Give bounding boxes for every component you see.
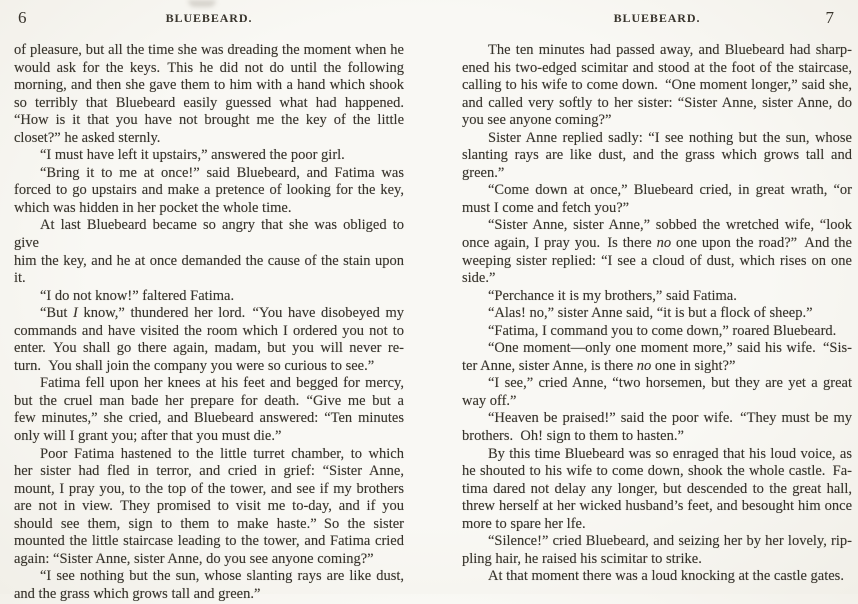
italic-word: I: [73, 305, 78, 322]
page-7: [462, 0, 852, 586]
text-line: “Perchance it is my brothers,” said Fatima.: [488, 287, 737, 304]
text-line: Poor Fatima hastened to the little turret chamber, to which: [40, 445, 404, 462]
text-line: slanting rays are like dust, and the grass which grows tall and: [462, 147, 852, 164]
text-line: would ask for the keys. This he did not do until the following: [14, 59, 404, 76]
text-line: of pleasure, but all the time she was dreading the moment when he: [14, 42, 404, 58]
text-line: side.”: [462, 270, 496, 287]
text-line: mount, I pray you, to the top of the tower, and see if my brothers: [14, 480, 404, 497]
text-line: “Come down at once,” Bluebeard cried, in great wrath, “or: [488, 182, 852, 199]
text-line: only will I grant you; after that you must die.”: [14, 428, 282, 445]
text-line: once again, I pray you. Is there no one upon the road?” And the: [462, 235, 852, 252]
text-line: should see them, sign to them to make haste.” So the sister: [14, 515, 404, 532]
text-line: At last Bluebeard became so angry that she was obliged to give: [14, 217, 404, 252]
text-line: “I must have left it upstairs,” answered the poor girl.: [40, 147, 345, 164]
page-number-left: 6: [18, 8, 27, 27]
text-line: commands and have visited the room which I ordered you not to: [14, 322, 404, 339]
italic-word: no: [636, 357, 652, 374]
running-title-right: BLUEBEARD.: [613, 11, 701, 25]
page-6-text: [14, 42, 404, 604]
text-line: At that moment there was a loud knocking at the castle gates.: [488, 568, 844, 585]
text-line: “Bring it to me at once!” said Bluebeard, and Fatima was: [40, 164, 404, 181]
page-7-text: [462, 42, 852, 586]
text-line: “How is it that you have not brought me the key of the little: [14, 112, 404, 129]
text-line: “I see,” cried Anne, “two horsemen, but they are yet a great: [488, 375, 852, 392]
text-line: “I see nothing but the sun, whose slanting rays are like dust,: [40, 568, 404, 585]
text-line: but the cruel man bade her prepare for death. “Give me but a: [14, 392, 404, 409]
text-line: “Fatima, I command you to come down,” roared Bluebeard.: [488, 322, 837, 339]
text-line: must I come and fetch you?”: [462, 199, 630, 216]
text-line: way off.”: [462, 392, 517, 409]
text-line: Sister Anne replied sadly: “I see nothing but the sun, whose: [488, 129, 852, 146]
text-line: ened his two-edged scimitar and stood at the foot of the staircase,: [462, 59, 852, 76]
text-line: brothers. Oh! sign to them to hasten.”: [462, 428, 684, 445]
text-line: tima dared not delay any longer, but descended to the great hall,: [462, 480, 852, 497]
italic-word: no: [656, 235, 672, 252]
text-line: pling hair, he raised his scimitar to strike.: [462, 550, 702, 567]
text-line: her sister had fled in terror, and cried in grief: “Sister Anne,: [14, 463, 404, 480]
text-line: green.”: [462, 164, 505, 181]
page-6: [14, 0, 404, 604]
text-line: so terribly that Bluebeard easily guessed what had happened.: [14, 94, 404, 111]
text-line: enter. You shall go there again, madam, but you will never re-: [14, 340, 404, 357]
text-line: and called very softly to her sister: “Sister Anne, sister Anne, do: [462, 94, 852, 111]
text-line: it.: [14, 270, 26, 287]
text-line: “One moment—only one moment more,” said his wife. “Sis-: [488, 340, 852, 357]
text-line: morning, and then she gave them to him with a hand which shook: [14, 77, 404, 94]
text-line: “Silence!” cried Bluebeard, and seizing her by her lovely, rip-: [488, 533, 852, 550]
text-line: The ten minutes had passed away, and Bluebeard had sharp-: [488, 42, 852, 58]
text-line: By this time Bluebeard was so enraged that his loud voice, as: [488, 445, 852, 462]
text-line: few minutes,” she cried, and Bluebeard answered: “Ten minutes: [14, 410, 404, 427]
page-6-header: [14, 0, 404, 32]
text-line: threw herself at her wicked husband’s feet, and besought him once: [462, 498, 852, 515]
text-line: Fatima fell upon her knees at his feet and begged for mercy,: [40, 375, 404, 392]
page-7-header: [462, 0, 852, 32]
text-line: weeping sister replied: “I see a cloud of dust, which rises on one: [462, 252, 852, 269]
text-line: closet?” he asked sternly.: [14, 129, 161, 146]
page-number-right: 7: [825, 8, 834, 27]
text-line: turn. You shall join the company you were so curious to see.”: [14, 357, 375, 374]
text-line: are not in view. They promised to visit me to-day, and if you: [14, 498, 404, 515]
text-line: he shouted to his wife to come down, shook the whole castle. Fa-: [462, 463, 852, 480]
text-line: forced to go upstairs and make a pretence of looking for the key,: [14, 182, 404, 199]
text-line: which was hidden in her pocket the whole time.: [14, 199, 292, 216]
text-line: more to spare her lfe.: [462, 515, 586, 532]
text-line: calling to his wife to come down. “One moment longer,” said she,: [462, 77, 852, 94]
text-line: “But I know,” thundered her lord. “You have disobeyed my: [40, 305, 405, 322]
text-line: mounted the little staircase leading to the tower, and Fatima cried: [14, 533, 404, 550]
text-line: “Sister Anne, sister Anne,” sobbed the wretched wife, “look: [488, 217, 852, 234]
text-line: and the grass which grows tall and green.”: [14, 585, 261, 602]
text-line: you see anyone coming?”: [462, 112, 612, 129]
text-line: ter Anne, sister Anne, is there no one in sight?”: [462, 357, 736, 374]
text-line: “Heaven be praised!” said the poor wife. “They must be my: [488, 410, 852, 427]
text-line: him the key, and he at once demanded the cause of the stain upon: [14, 252, 404, 269]
text-line: “I do not know!” faltered Fatima.: [40, 287, 235, 304]
text-line: again: “Sister Anne, sister Anne, do you see anyone coming?”: [14, 550, 374, 567]
text-line: “Alas! no,” sister Anne said, “it is but a flock of sheep.”: [488, 305, 813, 322]
running-title-left: BLUEBEARD.: [165, 11, 253, 25]
